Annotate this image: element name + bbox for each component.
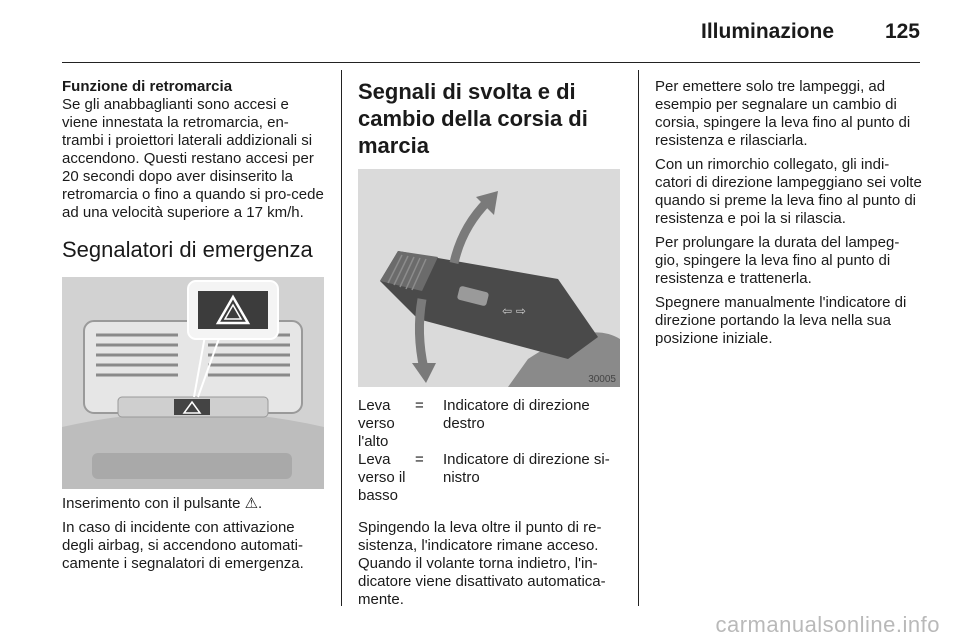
paragraph-prolong: Per prolungare la durata del lampeg-gio, spingere la leva fino al punto di resistenza e trattenerla.	[655, 234, 900, 287]
figure-number: 30005	[588, 374, 616, 385]
paragraph-manual-off: Spegnere manualmente l'indicatore di direzione portando la leva nella sua posizione iniziale.	[655, 294, 907, 347]
reverse-function-heading: Funzione di retromarcia	[62, 78, 233, 95]
turn-lever-illustration	[358, 169, 620, 387]
hazard-button-illustration	[62, 277, 324, 489]
paragraph-three-flashes: Per emettere solo tre lampeggi, ad esempio per segnalare un cambio di corsia, spingere la leva fino al punto di resistenza e rilasciarla.	[655, 78, 911, 149]
page-header	[62, 0, 920, 63]
definition-row	[358, 451, 620, 505]
column-middle	[358, 78, 620, 609]
turn-signal-heading: Segnali di svolta e di cambio della corsia di marcia	[358, 79, 588, 158]
watermark: carmanualsonline.info	[715, 612, 940, 637]
column-divider	[638, 70, 639, 606]
page-number: 125	[884, 20, 920, 43]
definition-equals: =	[415, 397, 424, 414]
column-divider	[341, 70, 342, 606]
hazard-caption: Inserimento con il pulsante ⚠.	[62, 495, 263, 512]
definition-desc: Indicatore di direzione destro	[443, 397, 590, 432]
definition-term: Leva verso il basso	[358, 451, 406, 504]
definition-row	[358, 397, 620, 451]
hazard-lights-heading: Segnalatori di emergenza	[62, 237, 313, 262]
svg-text:⇦ ⇨: ⇦ ⇨	[502, 304, 526, 318]
column-left	[62, 78, 324, 573]
lever-definitions	[358, 397, 620, 505]
section-title: Illuminazione	[700, 20, 834, 43]
definition-equals: =	[415, 451, 424, 468]
turn-signal-text: Spingendo la leva oltre il punto di re-sistenza, l'indicatore rimane acceso. Quando il volante torna indietro, l'in-dicatore viene disattivato automatica-mente.	[358, 519, 606, 608]
column-right	[655, 78, 923, 348]
hazard-text: In caso di incidente con attivazione degli airbag, si accendono automati-camente i segnalatori di emergenza.	[62, 519, 304, 572]
paragraph-trailer: Con un rimorchio collegato, gli indi-catori di direzione lampeggiano sei volte quando si preme la leva fino al punto di resistenza e poi la si rilascia.	[655, 156, 922, 227]
definition-desc: Indicatore di direzione si-nistro	[443, 451, 610, 486]
reverse-function-text: Se gli anabbaglianti sono accesi e viene innestata la retromarcia, en-trambi i proiettori laterali addizionali si accendono. Questi restano accesi per 20 secondi dopo aver disinserito la retromarcia o fino a quando si pro-cede ad una velocità superiore a 17 km/h.	[62, 96, 324, 221]
definition-term: Leva verso l'alto	[358, 397, 395, 450]
